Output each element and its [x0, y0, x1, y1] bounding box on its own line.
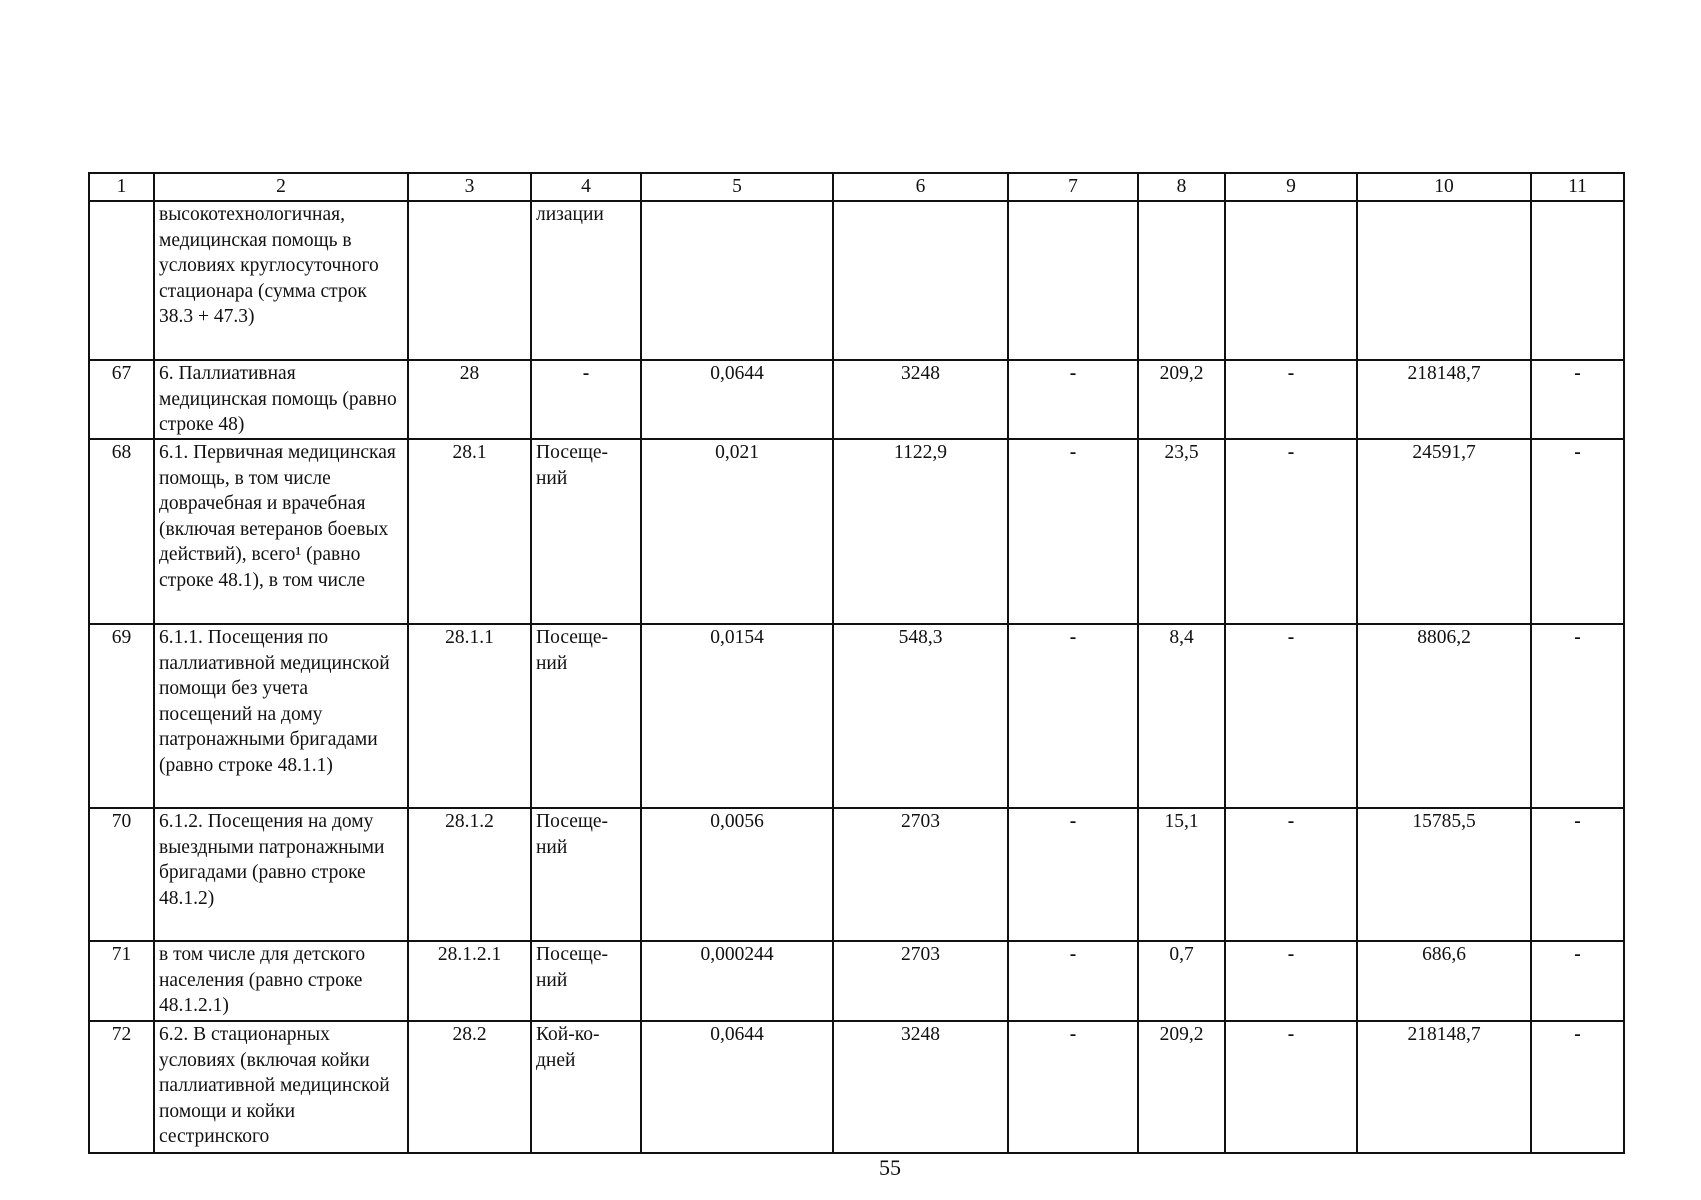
table-cell: - — [1531, 624, 1624, 808]
row-number: 72 — [89, 1021, 154, 1153]
row-description: 6.2. В стационарных условиях (включая койки паллиативной медицинской помощи и койки сестринского — [154, 1021, 408, 1153]
table-cell: 209,2 — [1138, 1021, 1225, 1153]
column-header: 9 — [1225, 173, 1357, 201]
row-code: 28.1.1 — [408, 624, 531, 808]
table-cell: - — [1225, 360, 1357, 439]
row-number: 67 — [89, 360, 154, 439]
column-header: 4 — [531, 173, 641, 201]
table-row — [89, 201, 1624, 360]
table-cell: 0,000244 — [641, 941, 833, 1021]
row-code: 28.2 — [408, 1021, 531, 1153]
table-cell — [1138, 201, 1225, 360]
row-unit: - — [531, 360, 641, 439]
table-cell: 0,0644 — [641, 1021, 833, 1153]
row-number: 71 — [89, 941, 154, 1021]
row-description: 6. Паллиативная медицинская помощь (равно строке 48) — [154, 360, 408, 439]
table-cell: - — [1225, 1021, 1357, 1153]
table-cell: 0,0056 — [641, 808, 833, 941]
table-cell: - — [1008, 808, 1138, 941]
table-cell — [1531, 201, 1624, 360]
table-cell: 3248 — [833, 360, 1008, 439]
table-cell: - — [1531, 439, 1624, 624]
column-header: 2 — [154, 173, 408, 201]
row-number: 69 — [89, 624, 154, 808]
table-cell — [1008, 201, 1138, 360]
table-cell: - — [1008, 360, 1138, 439]
table-row — [89, 941, 1624, 1021]
table-row — [89, 360, 1624, 439]
table-cell: 8,4 — [1138, 624, 1225, 808]
column-header: 1 — [89, 173, 154, 201]
table-row — [89, 439, 1624, 624]
row-description: в том числе для детского населения (равно строке 48.1.2.1) — [154, 941, 408, 1021]
row-unit: Кой-ко-дней — [531, 1021, 641, 1153]
table-cell: - — [1225, 439, 1357, 624]
table-cell: 23,5 — [1138, 439, 1225, 624]
table-cell — [641, 201, 833, 360]
row-number: 70 — [89, 808, 154, 941]
row-number: 68 — [89, 439, 154, 624]
table-cell — [833, 201, 1008, 360]
row-code: 28.1.2.1 — [408, 941, 531, 1021]
table-row — [89, 624, 1624, 808]
table-cell: 209,2 — [1138, 360, 1225, 439]
row-code: 28.1.2 — [408, 808, 531, 941]
table-cell: 15785,5 — [1357, 808, 1531, 941]
table-cell: 0,021 — [641, 439, 833, 624]
table-cell: - — [1008, 941, 1138, 1021]
row-unit: лизации — [531, 201, 641, 360]
column-header: 5 — [641, 173, 833, 201]
table-cell: 218148,7 — [1357, 360, 1531, 439]
table-cell: 548,3 — [833, 624, 1008, 808]
table-cell: 2703 — [833, 941, 1008, 1021]
table-cell: 3248 — [833, 1021, 1008, 1153]
table-cell: - — [1008, 439, 1138, 624]
row-unit: Посеще-ний — [531, 624, 641, 808]
table-cell: 2703 — [833, 808, 1008, 941]
table-cell: - — [1008, 624, 1138, 808]
header-row — [89, 173, 1624, 201]
table-cell: - — [1531, 360, 1624, 439]
row-description: высокотехнологичная, медицинская помощь в условиях круглосуточного стационара (сумма строк 38.3 + 47.3) — [154, 201, 408, 360]
table-cell — [1225, 201, 1357, 360]
row-code — [408, 201, 531, 360]
column-header: 8 — [1138, 173, 1225, 201]
column-header: 6 — [833, 173, 1008, 201]
row-code: 28 — [408, 360, 531, 439]
row-unit: Посеще-ний — [531, 439, 641, 624]
table-cell: - — [1531, 1021, 1624, 1153]
page-number: 55 — [879, 1155, 901, 1180]
row-code: 28.1 — [408, 439, 531, 624]
table-cell: 218148,7 — [1357, 1021, 1531, 1153]
table-cell: - — [1225, 941, 1357, 1021]
table-cell — [1357, 201, 1531, 360]
table-cell: - — [1225, 808, 1357, 941]
table-cell: 0,7 — [1138, 941, 1225, 1021]
row-description: 6.1.1. Посещения по паллиативной медицинской помощи без учета посещений на дому патронажными бригадами (равно строке 48.1.1) — [154, 624, 408, 808]
table-cell: - — [1008, 1021, 1138, 1153]
table-cell: 0,0154 — [641, 624, 833, 808]
table-cell: 686,6 — [1357, 941, 1531, 1021]
table-row — [89, 808, 1624, 941]
table-cell: - — [1531, 808, 1624, 941]
table-cell: - — [1225, 624, 1357, 808]
column-header: 7 — [1008, 173, 1138, 201]
row-unit: Посеще-ний — [531, 808, 641, 941]
row-number — [89, 201, 154, 360]
column-header: 11 — [1531, 173, 1624, 201]
table-cell: 8806,2 — [1357, 624, 1531, 808]
row-description: 6.1. Первичная медицинская помощь, в том числе доврачебная и врачебная (включая ветеранов боевых действий), всего¹ (равно строке 48.1), в том числе — [154, 439, 408, 624]
row-unit: Посеще-ний — [531, 941, 641, 1021]
table-cell: 0,0644 — [641, 360, 833, 439]
column-header: 3 — [408, 173, 531, 201]
data-table — [88, 172, 1625, 1154]
column-header: 10 — [1357, 173, 1531, 201]
table-cell: 24591,7 — [1357, 439, 1531, 624]
table-cell: 15,1 — [1138, 808, 1225, 941]
table-cell: - — [1531, 941, 1624, 1021]
table-row — [89, 1021, 1624, 1153]
table-cell: 1122,9 — [833, 439, 1008, 624]
row-description: 6.1.2. Посещения на дому выездными патронажными бригадами (равно строке 48.1.2) — [154, 808, 408, 941]
